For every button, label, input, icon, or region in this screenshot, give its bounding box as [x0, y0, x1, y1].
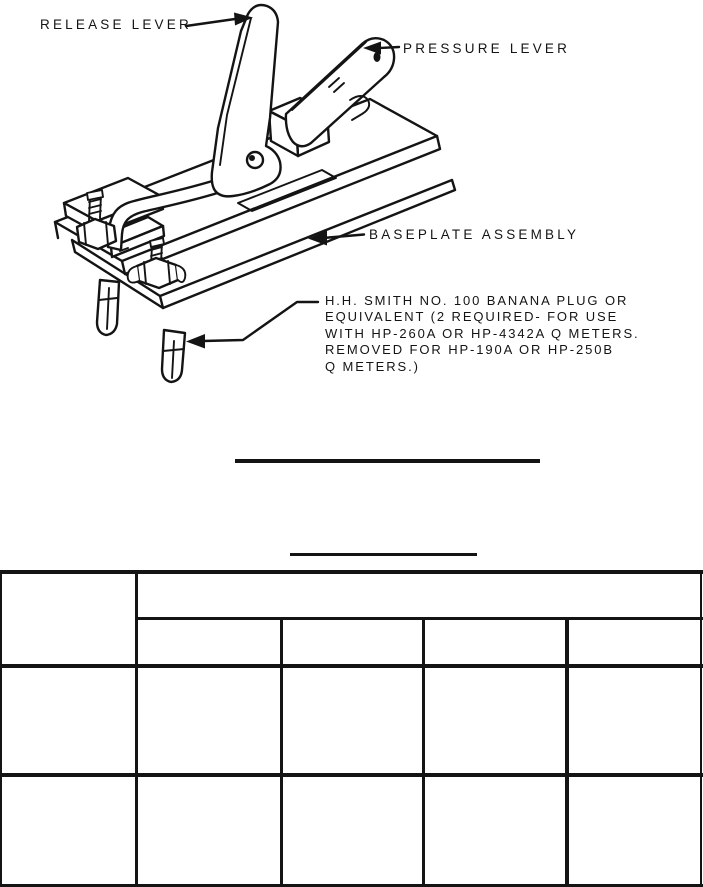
note-line: WITH HP-260A OR HP-4342A Q METERS. [325, 325, 640, 341]
note-line: H.H. SMITH NO. 100 BANANA PLUG OR [325, 293, 629, 308]
figure-caption-underline [235, 459, 540, 463]
note-line: REMOVED FOR HP-190A OR HP-250B [325, 342, 614, 358]
table-col-divider-2 [280, 617, 283, 887]
table-col-divider-4 [565, 617, 569, 887]
table-title-underline [290, 553, 477, 556]
pressure-lever-label: PRESSURE LEVER [403, 41, 571, 56]
baseplate-assembly-label: BASEPLATE ASSEMBLY [369, 227, 580, 242]
table-col-divider-1 [135, 570, 138, 887]
table-subheader-rule [136, 617, 703, 620]
note-line: Q METERS.) [325, 358, 420, 374]
release-lever-drawing [212, 5, 281, 196]
table-col-divider-3 [422, 617, 425, 887]
table-header-bottom-rule [0, 664, 703, 668]
release-lever-label: RELEASE LEVER [40, 17, 192, 32]
table-row-divider [0, 773, 703, 777]
banana-plug-arrow-icon [186, 302, 318, 349]
table-border-left [0, 570, 2, 887]
banana-plug-note [325, 293, 640, 375]
note-line: EQUIVALENT (2 REQUIRED- FOR USE [325, 309, 619, 325]
table-border-top [0, 570, 703, 574]
table-border-right [700, 570, 702, 887]
